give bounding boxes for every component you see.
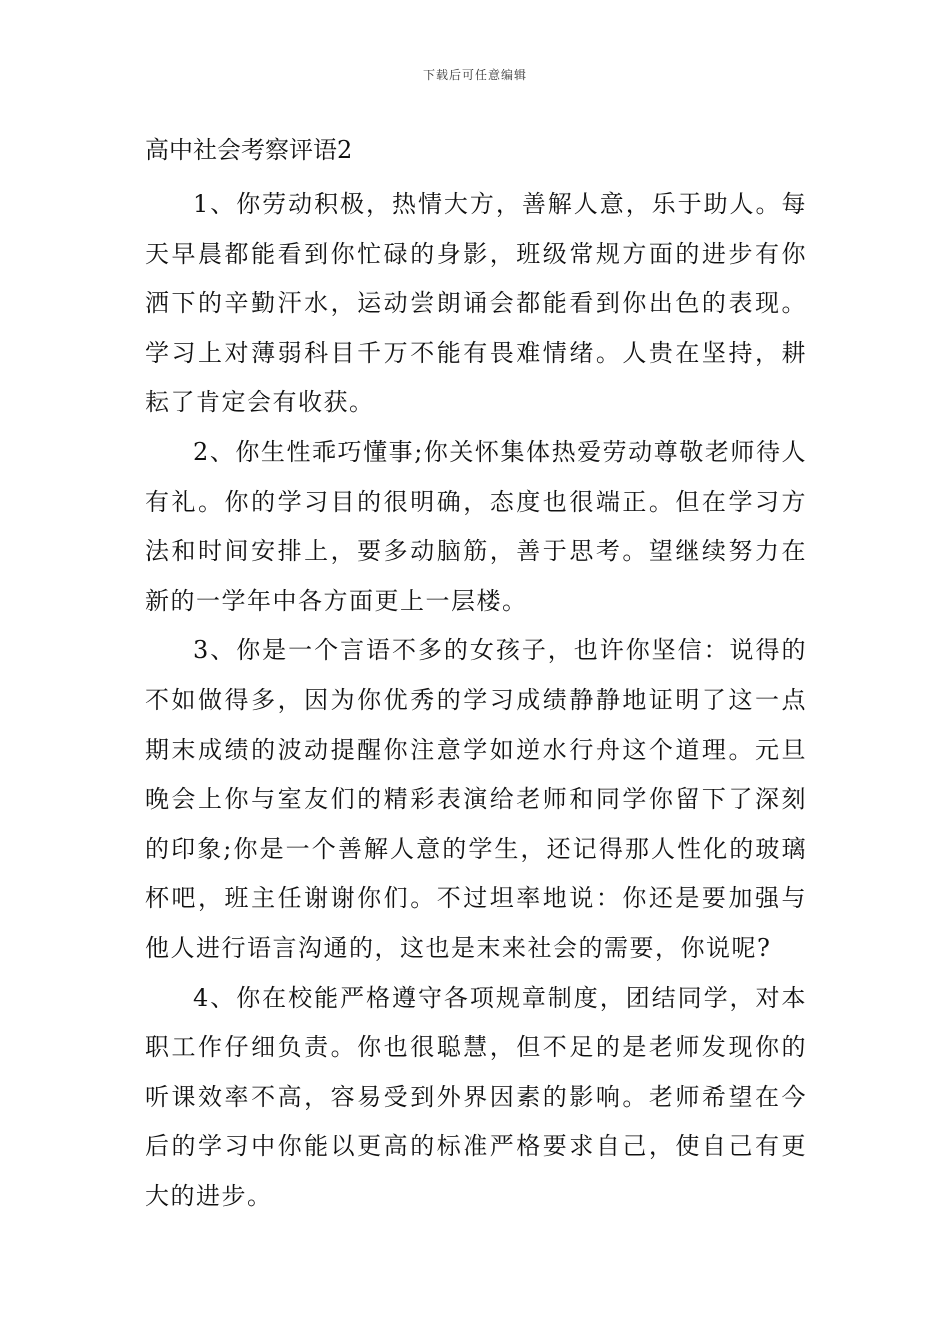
page-header-note: 下载后可任意编辑 [422,68,527,82]
paragraph-2: 2、你生性乖巧懂事;你关怀集体热爱劳动尊敬老师待人有礼。你的学习目的很明确，态度也很端正。但在学习方法和时间安排上，要多动脑筋，善于思考。望继续努力在新的一学年中各方面更上一层楼。 [145,437,807,615]
paragraph-1: 1、你劳动积极，热情大方，善解人意，乐于助人。每天早晨都能看到你忙碌的身影，班级常规方面的进步有你洒下的辛勤汗水，运动尝朗诵会都能看到你出色的表现。学习上对薄弱科目千万不能有畏难情绪。人贵在坚持，耕耘了肯定会有收获。 [145,190,807,417]
paragraph-4: 4、你在校能严格遵守各项规章制度，团结同学，对本职工作仔细负责。你也很聪慧，但不足的是老师发现你的听课效率不高，容易受到外界因素的影响。老师希望在今后的学习中你能以更高的标准严格要求自己，使自己有更大的进步。 [145,983,807,1210]
document-title: 高中社会考察评语2 [145,136,353,164]
document-body [145,180,807,1221]
paragraph-3: 3、你是一个言语不多的女孩子，也许你坚信：说得的不如做得多，因为你优秀的学习成绩静静地证明了这一点期末成绩的波动提醒你注意学如逆水行舟这个道理。元旦晚会上你与室友们的精彩表演给老师和同学你留下了深刻的印象;你是一个善解人意的学生，还记得那人性化的玻璃杯吧，班主任谢谢你们。不过坦率地说：你还是要加强与他人进行语言沟通的，这也是末来社会的需要，你说呢? [145,636,807,962]
